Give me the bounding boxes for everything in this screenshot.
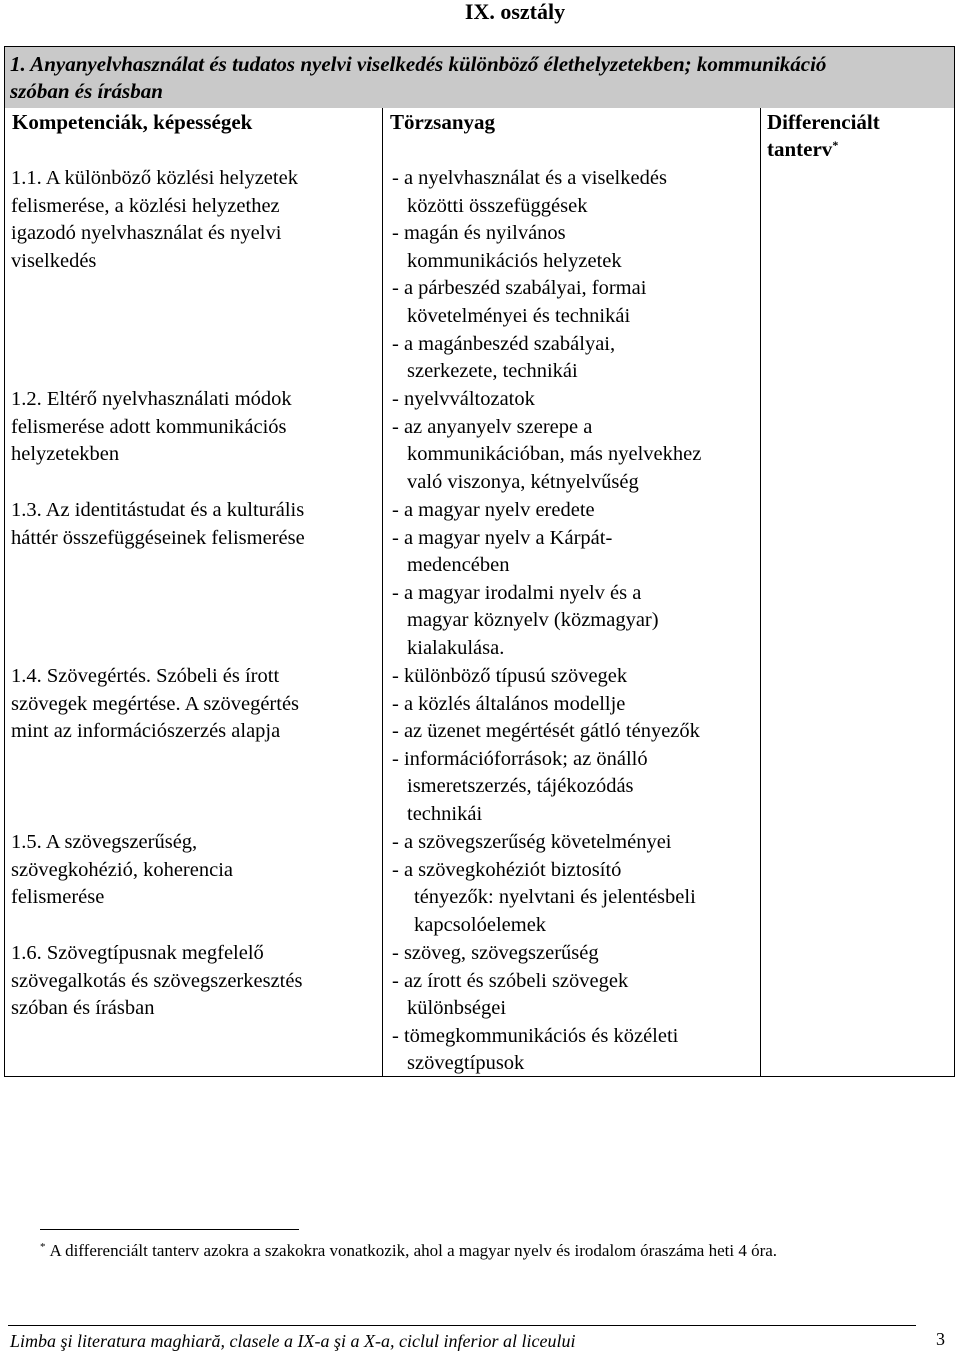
competence-line: szóban és írásban (11, 997, 155, 1020)
content-line: medencében (407, 554, 510, 577)
competence-line: mint az információszerzés alapja (11, 720, 281, 743)
content-line: magyar köznyelv (közmagyar) (407, 609, 659, 632)
content-line: tényezők: nyelvtani és jelentésbeli (414, 886, 696, 909)
content-line: - nyelvváltozatok (392, 388, 535, 410)
content-line: - a párbeszéd szabályai, formai (392, 277, 647, 300)
column-header-differentiated-line-1: Differenciált (767, 110, 880, 134)
content-line: - a szövegszerűség követelményei (392, 831, 672, 853)
competence-line: helyzetekben (11, 443, 120, 466)
content-line: - az üzenet megértését gátló tényezők (392, 720, 700, 743)
column-divider-2 (760, 108, 761, 1076)
footer-divider (8, 1325, 916, 1326)
competence-cell-2 (11, 386, 292, 469)
competence-cell-6 (11, 940, 302, 1023)
content-line: - különböző típusú szövegek (392, 665, 628, 687)
content-line: kommunikációban, más nyelvekhez (407, 443, 702, 466)
content-cell-3 (392, 497, 659, 663)
content-line: szerkezete, technikái (407, 360, 578, 383)
page-title: IX. osztály (464, 0, 566, 24)
content-line: közötti összefüggések (407, 194, 588, 217)
column-header-differentiated-line-2 (767, 136, 880, 163)
content-line: való viszonya, kétnyelvűség (407, 470, 639, 493)
content-line: - tömegkommunikációs és közéleti (392, 1024, 679, 1047)
content-line: - a közlés általános modellje (392, 692, 626, 715)
section-heading-line-1: 1. Anyanyelvhasználat és tudatos nyelvi viselkedés különböző élethelyzetekben; kommunikáció (10, 52, 827, 76)
column-header-competences: Kompetenciák, képességek (12, 110, 253, 134)
content-line: - információforrások; az önálló (392, 747, 648, 770)
footnote-mark: * (40, 1241, 46, 1253)
content-line: kialakulása. (407, 636, 505, 659)
content-line: ismeretszerzés, tájékozódás (407, 775, 634, 798)
footer-text: Limba şi literatura maghiară, clasele a IX-a şi a X-a, ciclul inferior al liceului (10, 1331, 576, 1351)
content-line: - a szövegkohéziót biztosító (392, 858, 622, 881)
competence-line: 1.3. Az identitástudat és a kulturális (11, 499, 305, 521)
content-line: kapcsolóelemek (414, 913, 547, 936)
competence-line: szövegkohézió, koherencia (11, 858, 233, 881)
content-line: - a magyar irodalmi nyelv és a (392, 581, 642, 604)
footnote-marker: * (832, 138, 839, 152)
competence-line: igazodó nyelvhasználat és nyelvi (11, 222, 282, 245)
competence-line: 1.2. Eltérő nyelvhasználati módok (11, 388, 292, 410)
content-cell-5 (392, 829, 696, 939)
curriculum-table (4, 46, 955, 1077)
competence-line: háttér összefüggéseinek felismerése (11, 526, 305, 549)
competence-line: 1.4. Szövegértés. Szóbeli és írott (11, 665, 280, 687)
content-cell-4 (392, 663, 700, 829)
content-line: - az írott és szóbeli szövegek (392, 969, 629, 992)
content-line: követelményei és technikái (407, 304, 631, 327)
competence-line: felismerése adott kommunikációs (11, 415, 287, 438)
content-cell-2 (392, 386, 701, 496)
content-line: - a magánbeszéd szabályai, (392, 332, 616, 355)
column-header-differentiated (767, 109, 880, 163)
content-line: technikái (407, 802, 483, 825)
section-heading-line-2: szóban és írásban (10, 79, 163, 103)
competence-line: szövegalkotás és szövegszerkesztés (11, 969, 303, 992)
footnote (40, 1240, 777, 1262)
content-line: - szöveg, szövegszerűség (392, 942, 599, 964)
competence-line: felismerése (11, 886, 105, 909)
content-cell-1 (392, 165, 667, 386)
content-line: - az anyanyelv szerepe a (392, 415, 593, 438)
competence-line: 1.6. Szövegtípusnak megfelelő (11, 942, 264, 964)
competence-cell-1 (11, 165, 298, 275)
column-divider-1 (382, 108, 383, 1076)
content-line: kommunikációs helyzetek (407, 249, 622, 272)
content-line: - a magyar nyelv eredete (392, 499, 595, 521)
competence-cell-4 (11, 663, 299, 746)
content-cell-6 (392, 940, 678, 1078)
content-line: - magán és nyilvános (392, 222, 566, 245)
page-number: 3 (936, 1329, 945, 1349)
competence-line: felismerése, a közlési helyzethez (11, 194, 280, 217)
competence-line: 1.5. A szövegszerűség, (11, 831, 198, 853)
section-heading (5, 47, 954, 108)
differentiated-label: tanterv (767, 137, 833, 161)
content-line: szövegtípusok (407, 1052, 525, 1075)
content-line: - a magyar nyelv a Kárpát- (392, 526, 613, 549)
competence-line: 1.1. A különböző közlési helyzetek (11, 167, 298, 189)
content-line: különbségei (407, 997, 507, 1020)
competence-line: szövegek megértése. A szövegértés (11, 692, 300, 715)
footnote-divider (40, 1229, 299, 1230)
footnote-text: A differenciált tanterv azokra a szakokra vonatkozik, ahol a magyar nyelv és irodalom óraszáma heti 4 óra. (49, 1241, 778, 1260)
content-line: - a nyelvhasználat és a viselkedés (392, 167, 667, 189)
competence-cell-5 (11, 829, 233, 912)
competence-line: viselkedés (11, 249, 97, 272)
column-header-core: Törzsanyag (390, 110, 495, 134)
competence-cell-3 (11, 497, 305, 552)
